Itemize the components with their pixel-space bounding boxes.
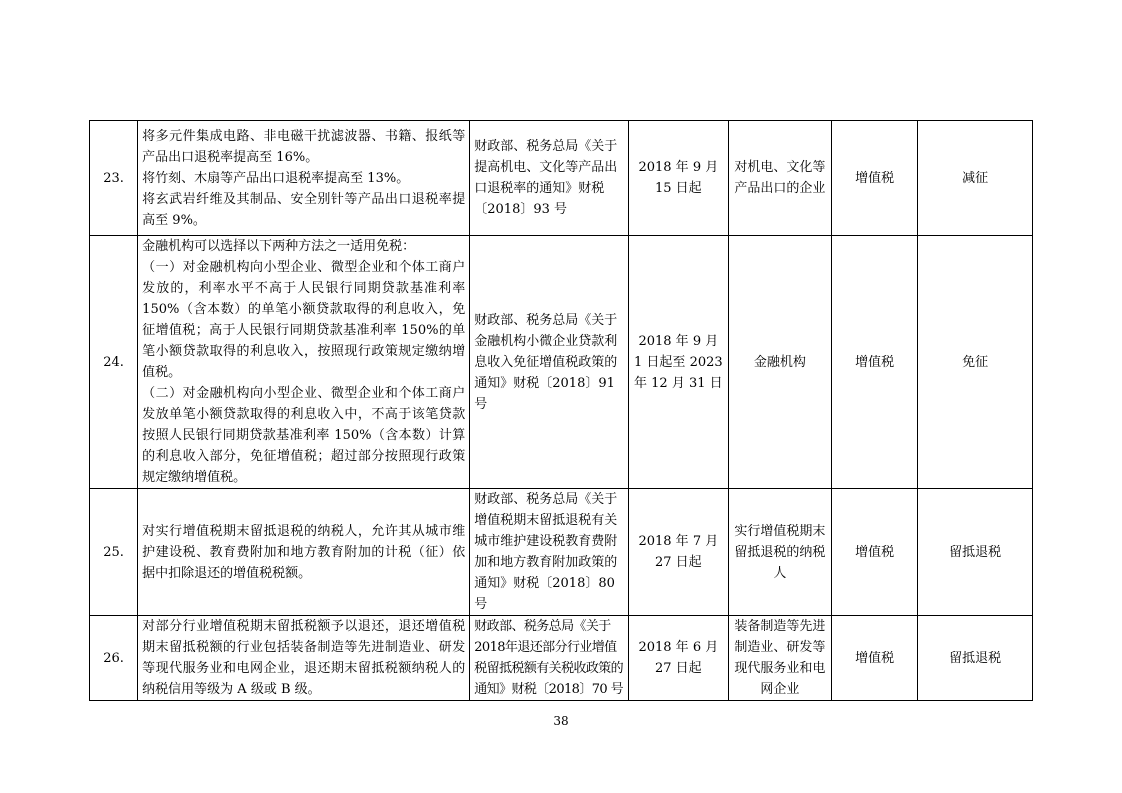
content-paragraph: 将多元件集成电路、非电磁干扰滤波器、书籍、报纸等产品出口退税率提高至 16%。: [142, 128, 466, 165]
content-paragraph: 金融机构可以选择以下两种方法之一适用免税：: [142, 239, 416, 254]
policy-content: [138, 489, 470, 616]
table-row: [90, 616, 1033, 701]
tax-type: 增值税: [832, 616, 918, 701]
content-paragraph: 将玄武岩纤维及其制品、安全别针等产品出口退税率提高至 9%。: [142, 191, 466, 228]
applicable-target: 实行增值税期末留抵退税的纳税人: [728, 489, 832, 616]
content-paragraph: 对实行增值税期末留抵退税的纳税人，允许其从城市维护建设税、教育费附加和地方教育附加的计税（征）依据中扣除退还的增值税税额。: [142, 523, 466, 581]
content-paragraph: 将竹刻、木扇等产品出口退税率提高至 13%。: [142, 170, 410, 186]
table-row: [90, 236, 1033, 489]
effective-time: 2018 年 9 月 15 日起: [629, 121, 728, 236]
effective-time: 2018 年 9 月 1 日起至 2023 年 12 月 31 日: [629, 236, 728, 489]
row-number: 26.: [90, 616, 138, 701]
row-number: 25.: [90, 489, 138, 616]
policy-content: [138, 616, 470, 701]
effective-time: 2018 年 6 月 27 日起: [629, 616, 728, 701]
applicable-target: 金融机构: [728, 236, 832, 489]
applicable-target: 对机电、文化等产品出口的企业: [728, 121, 832, 236]
applicable-target: 装备制造等先进制造业、研发等现代服务业和电网企业: [728, 616, 832, 701]
preference-type: 减征: [918, 121, 1033, 236]
policy-basis: 财政部、税务总局《关于提高机电、文化等产品出口退税率的通知》财税〔2018〕93 号: [470, 121, 629, 236]
content-paragraph: （一）对金融机构向小型企业、微型企业和个体工商户发放的，利率水平不高于人民银行同期贷款基准利率 150%（含本数）的单笔小额贷款取得的利息收入，免征增值税；高于人民银行同期贷款基准利率 150%的单笔小额贷款取得的利息收入，按照现行政策规定缴纳增值税。: [142, 260, 466, 380]
policy-content: [138, 236, 470, 489]
tax-type: 增值税: [832, 236, 918, 489]
row-number: 23.: [90, 121, 138, 236]
tax-type: 增值税: [832, 121, 918, 236]
policy-basis: 财政部、税务总局《关于2018年退还部分行业增值税留抵税额有关税收政策的通知》财税〔2018〕70 号: [470, 616, 629, 701]
policy-content: [138, 121, 470, 236]
row-number: 24.: [90, 236, 138, 489]
preference-type: 留抵退税: [918, 489, 1033, 616]
effective-time: 2018 年 7 月 27 日起: [629, 489, 728, 616]
tax-type: 增值税: [832, 489, 918, 616]
preference-type: 免征: [918, 236, 1033, 489]
policy-basis: 财政部、税务总局《关于增值税期末留抵退税有关城市维护建设税教育费附加和地方教育附加政策的通知》财税〔2018〕80 号: [470, 489, 629, 616]
policy-table: [89, 120, 1033, 701]
preference-type: 留抵退税: [918, 616, 1033, 701]
content-paragraph: （二）对金融机构向小型企业、微型企业和个体工商户发放单笔小额贷款取得的利息收入中，不高于该笔贷款按照人民银行同期贷款基准利率 150%（含本数）计算的利息收入部分，免征增值税；超过部分按照现行政策规定缴纳增值税。: [142, 386, 466, 485]
content-paragraph: 对部分行业增值税期末留抵税额予以退还，退还增值税期末留抵税额的行业包括装备制造等先进制造业、研发等现代服务业和电网企业，退还期末留抵税额纳税人的纳税信用等级为 A 级或 B 级。: [142, 619, 466, 697]
page-number: 38: [553, 714, 569, 728]
table-row: [90, 489, 1033, 616]
policy-basis: 财政部、税务总局《关于金融机构小微企业贷款利息收入免征增值税政策的通知》财税〔2018〕91 号: [470, 236, 629, 489]
table-row: [90, 121, 1033, 236]
